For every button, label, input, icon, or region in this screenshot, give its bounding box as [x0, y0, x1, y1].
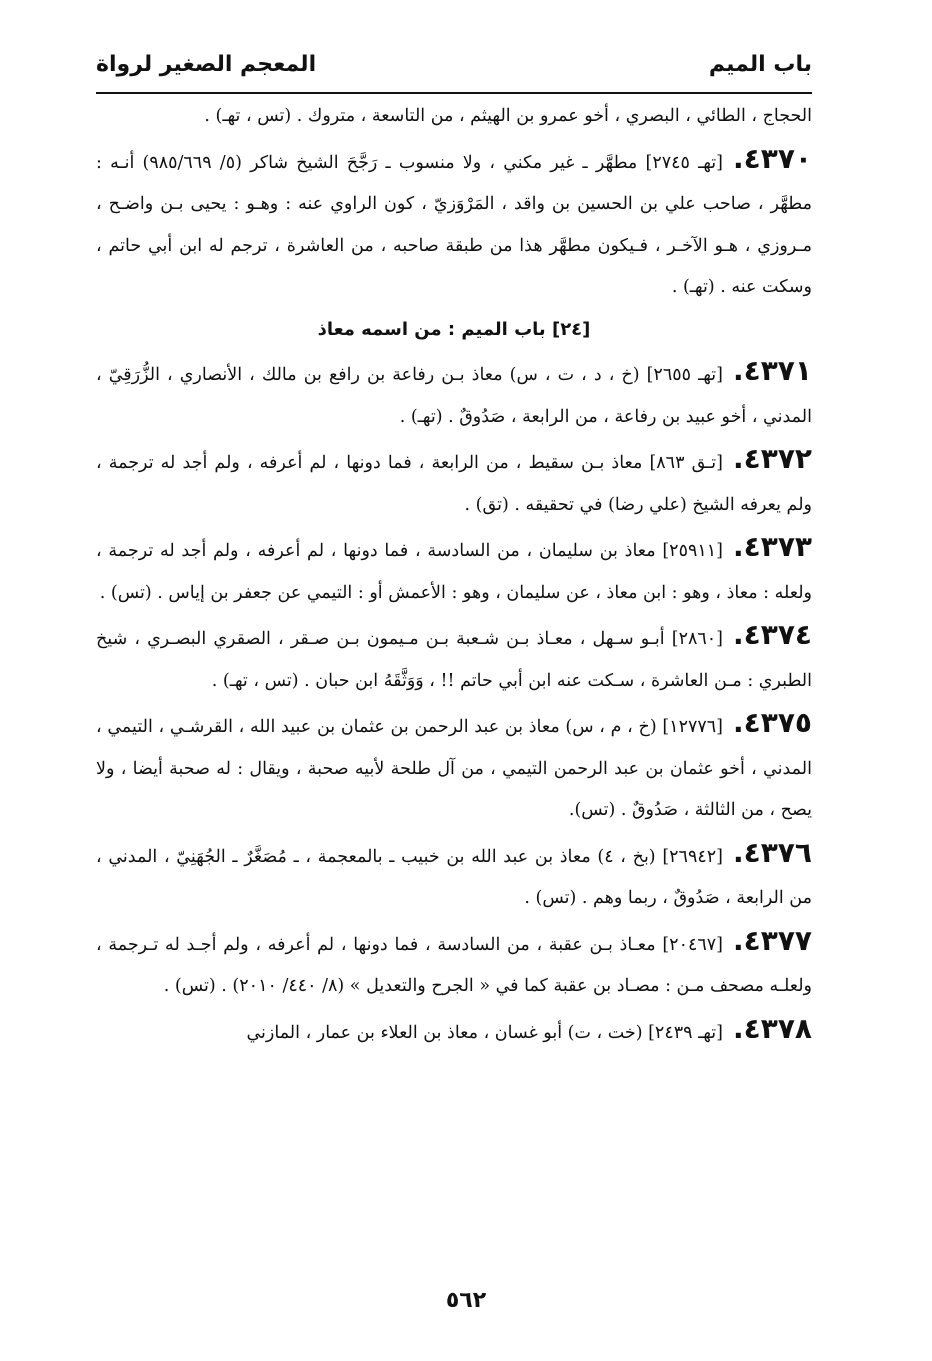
entry-number: ٤٣٧٢. [733, 442, 812, 475]
entry-number: ٤٣٧٦. [732, 835, 812, 869]
chapter-title: باب الميم [708, 51, 812, 77]
book-title: المعجم الصغير لرواة [96, 51, 317, 77]
entry-4374 [96, 614, 812, 702]
entry-4373 [96, 526, 812, 614]
entry-4372 [96, 438, 812, 526]
paragraph-continuation: الحجاج ، الطائي ، البصري ، أخو عمرو بن الهيثم ، من التاسعة ، متروك . (تس ، تهـ) . [204, 106, 812, 126]
entry-number: ٤٣٧٧. [733, 923, 812, 957]
entry-text: [٢٥٩١١] معاذ بن سليمان ، من السادسة ، فما دونها ، لم أعرفه ، ولم أجد له ترجمة ، ولعله : معاذ ، وهو : ابن معاذ ، عن سليمان ، وهو : الأعمش أو : التيمي عن جعفر بن إياس . (تس) . [96, 541, 812, 603]
entry-text: [٢٠٤٦٧] معـاذ بـن عقبة ، من السادسة ، فما دونها ، لم أعرفه ، ولم أجـد له تـرجمة ، ولعلـه مصحف مـن : مصـاد بن عقبة كما في « الجرح والتعديل » (٨/ ٤٤٠/ ٢٠١٠) . (تس) . [96, 934, 812, 996]
running-header [96, 38, 812, 90]
entry-number: ٤٣٧٣. [733, 530, 812, 563]
entry-text: [تهـ ٢٤٣٩] (خت ، ت) أبو غسان ، معاذ بن العلاء بن عمار ، المازني [246, 1022, 723, 1043]
entry-number: ٤٣٧١. [732, 354, 812, 387]
entry-4371 [96, 350, 812, 438]
entry-text: [٢٦٩٤٢] (بخ ، ٤) معاذ بن عبد الله بن خبيب ـ بالمعجمة ، ـ مُصَغَّرٌ ـ الجُهَنِيّ ، المدني ، من الرابعة ، صَدُوقٌ ، ربما وهم . (تس) . [96, 846, 812, 908]
entry-4370 [96, 138, 812, 309]
entry-number: ٤٣٧٨. [733, 1011, 812, 1045]
entry-4376 [96, 832, 812, 920]
page-body [96, 96, 812, 1054]
entry-number: ٤٣٧٤. [733, 618, 812, 651]
entry-4375 [96, 702, 812, 832]
entry-4378 [96, 1008, 812, 1055]
entry-number: ٤٣٧٠. [733, 141, 812, 175]
entry-4377 [96, 920, 812, 1008]
entry-text: [تهـ ٢٧٤٥] مطهَّر ـ غير مكني ، ولا منسوب ـ رَجَّحَ الشيخ شاكر (٥/ ٩٨٥/٦٦٩) أنـه : مطهَّر ، صاحب علي بن الحسين بن واقد ، المَرْوَزيّ ، كون الراوي عنه : وهـو : يحيى بـن واضـح ، مـروزي ، هـو الآخـر ، فـيكون مطهَّر هذا من طبقة صاحبه ، من العاشرة ، ترجم له ابن أبي حاتم ، وسكت عنه . (تهـ) . [96, 152, 812, 297]
page-number: ٥٦٢ [445, 1288, 487, 1313]
entry-text: [تهـ ٢٦٥٥] (خ ، د ، ت ، س) معاذ بـن رفاعة بن رافع بن مالك ، الأنصاري ، الزُّرَقِيّ ، المدني ، أخو عبيد بن رفاعة ، من الرابعة ، صَدُوقٌ . (تهـ) . [96, 365, 812, 427]
entry-text: [تـق ٨٦٣] معاذ بـن سقيط ، من الرابعة ، فما دونها ، لم أعرفه ، ولم أجد له ترجمة ، ولم يعرفه الشيخ (علي رضا) في تحقيقه . (تق) . [96, 453, 812, 515]
entry-text: [٢٨٦٠] أبـو سـهل ، معـاذ بـن شـعبة بـن مـيمون بـن صـقر ، الصقري البصـري ، شيخ الطبري : مـن العاشرة ، سـكت عنه ابن أبي حاتم !! ، وَوَثَّقَهُ ابن حبان . (تس ، تهـ) . [96, 629, 812, 691]
entry-text: [١٢٧٧٦] (خ ، م ، س) معاذ بن عبد الرحمن بن عثمان بن عبيد الله ، القرشـي ، التيمي ، المدني ، أخو عثمان بن عبد الرحمن التيمي ، من آل طلحة لأبيه صحبة ، ويقال : له صحبة أيضا ، ولا يصح ، من الثالثة ، صَدُوقٌ . (تس). [96, 717, 812, 820]
header-divider [96, 92, 812, 94]
entry-number: ٤٣٧٥. [733, 706, 812, 739]
section-heading: [٢٤] باب الميم : من اسمه معاذ [317, 318, 591, 340]
